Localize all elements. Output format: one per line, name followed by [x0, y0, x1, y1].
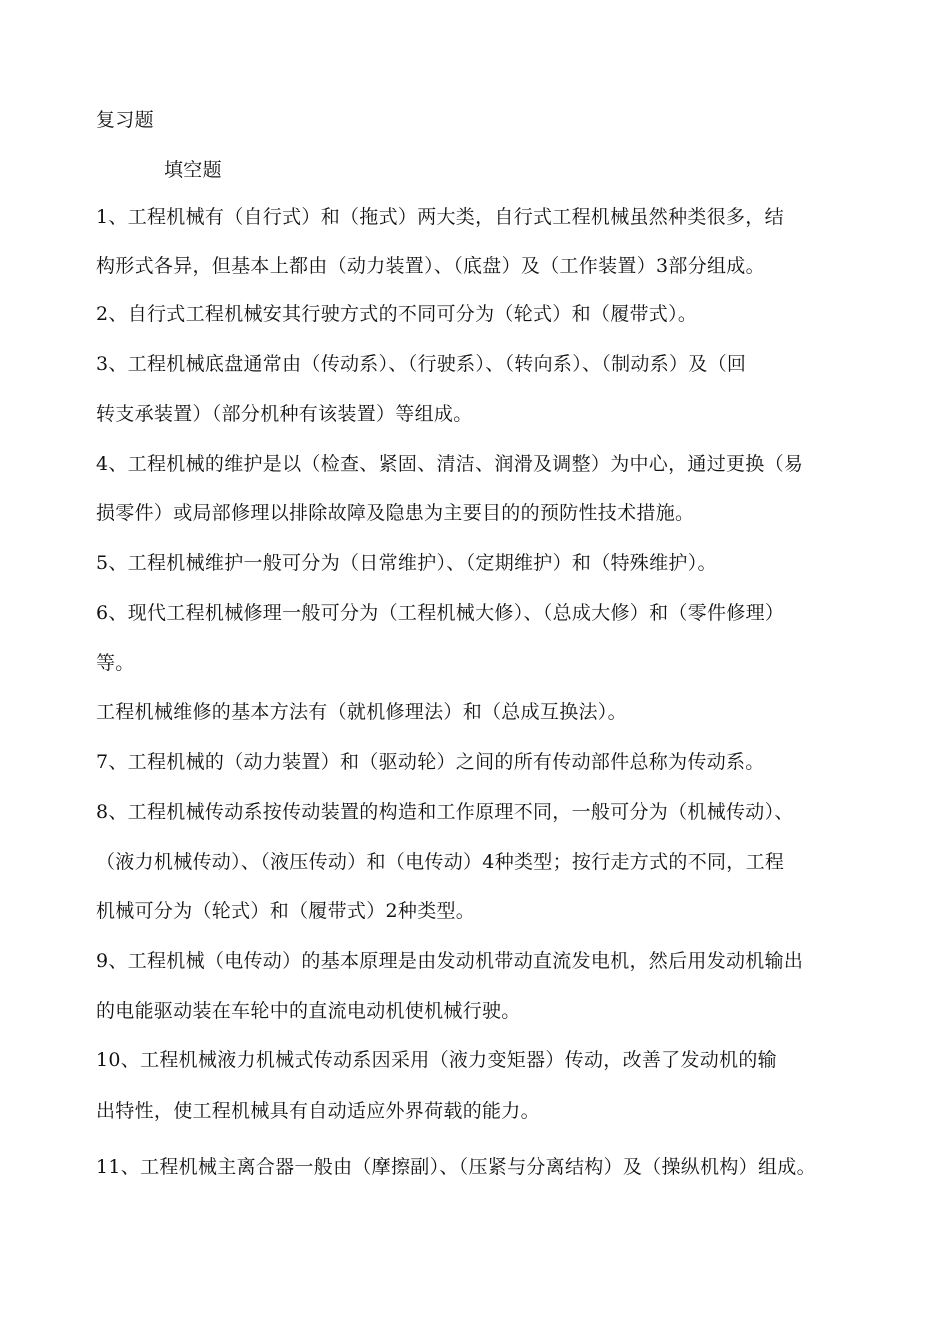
text-line: 6、现代工程机械修理一般可分为（工程机械大修）、（总成大修）和（零件修理） [96, 602, 785, 624]
text-line: 的电能驱动装在车轮中的直流电动机使机械行驶。 [96, 1000, 521, 1022]
text-line: 7、工程机械的（动力装置）和（驱动轮）之间的所有传动部件总称为传动系。 [96, 751, 765, 773]
text-line: 损零件）或局部修理以排除故障及隐患为主要目的的预防性技术措施。 [96, 502, 695, 524]
text-line: 8、工程机械传动系按传动装置的构造和工作原理不同，一般可分为（机械传动）、 [96, 801, 794, 823]
text-line: 10、工程机械液力机械式传动系因采用（液力变矩器）传动，改善了发动机的输 [96, 1049, 777, 1071]
text-line: 构形式各异，但基本上都由（动力装置）、（底盘）及（工作装置）3部分组成。 [96, 255, 765, 277]
text-line: 转支承装置）（部分机种有该装置）等组成。 [96, 403, 473, 425]
text-line: 机械可分为（轮式）和（履带式）2种类型。 [96, 900, 476, 922]
text-line: 工程机械维修的基本方法有（就机修理法）和（总成互换法）。 [96, 701, 627, 723]
text-line: 9、工程机械（电传动）的基本原理是由发动机带动直流发电机，然后用发动机输出 [96, 950, 804, 972]
text-line: 出特性，使工程机械具有自动适应外界荷载的能力。 [96, 1100, 540, 1122]
section-heading: 填空题 [164, 159, 222, 181]
text-line: （液力机械传动）、（液压传动）和（电传动）4种类型；按行走方式的不同，工程 [96, 851, 785, 873]
text-line: 1、工程机械有（自行式）和（拖式）两大类，自行式工程机械虽然种类很多，结 [96, 206, 784, 228]
text-line: 11、工程机械主离合器一般由（摩擦副）、（压紧与分离结构）及（操纵机构）组成。 [96, 1156, 816, 1178]
text-line: 2、自行式工程机械安其行驶方式的不同可分为（轮式）和（履带式）。 [96, 303, 698, 325]
text-line: 3、工程机械底盘通常由（传动系）、（行驶系）、（转向系）、（制动系）及（回 [96, 353, 747, 375]
text-line: 4、工程机械的维护是以（检查、紧固、清洁、润滑及调整）为中心，通过更换（易 [96, 453, 804, 475]
text-line: 5、工程机械维护一般可分为（日常维护）、（定期维护）和（特殊维护）。 [96, 552, 717, 574]
text-line: 等。 [96, 652, 135, 674]
document-title: 复习题 [96, 109, 154, 131]
